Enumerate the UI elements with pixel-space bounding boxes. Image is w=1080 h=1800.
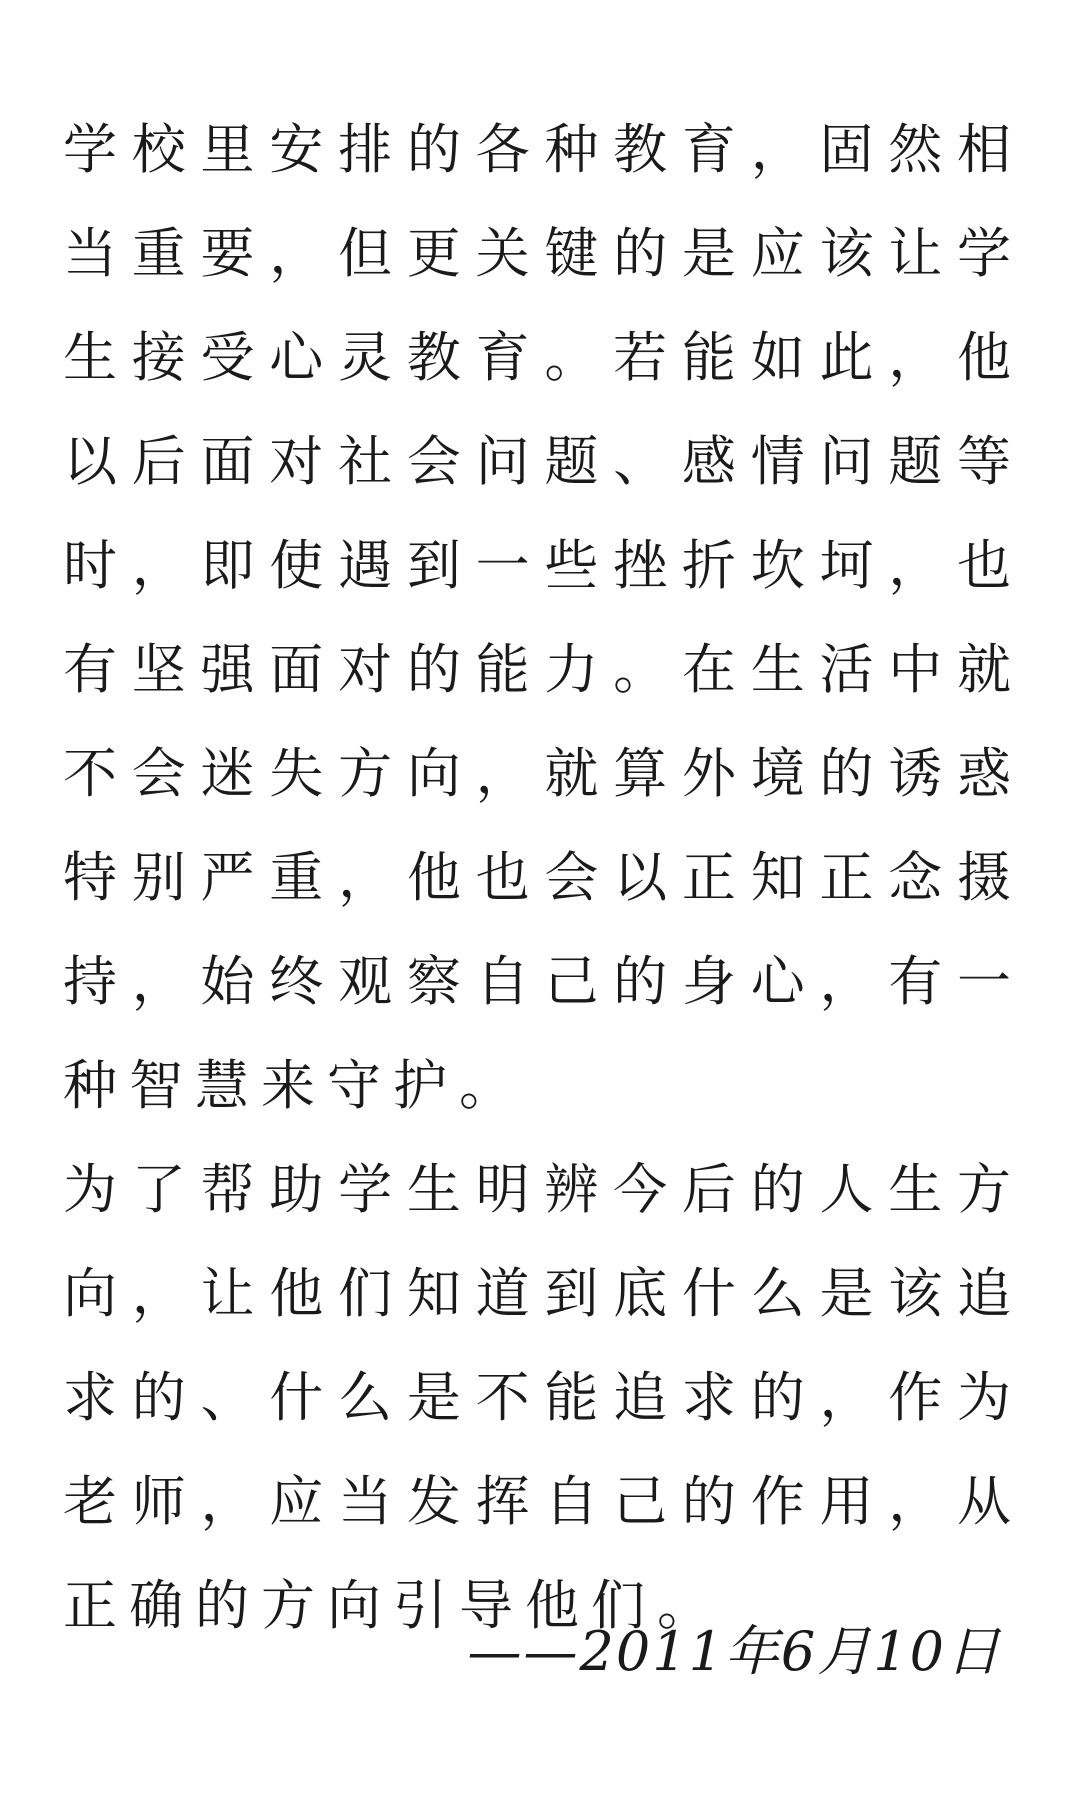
document-body <box>63 98 1023 1658</box>
paragraph-1: 学校里安排的各种教育，固然相当重要，但更关键的是应该让学生接受心灵教育。若能如此，他以后面对社会问题、感情问题等时，即使遇到一些挫折坎坷，也有坚强面对的能力。在生活中就不会迷失方向，就算外境的诱惑特别严重，他也会以正知正念摄持，始终观察自己的身心，有一种智慧来守护。 <box>63 118 1023 1117</box>
paragraph-2: 为了帮助学生明辨今后的人生方向，让他们知道到底什么是该追求的、什么是不能追求的，作为老师，应当发挥自己的作用，从正确的方向引导他们。 <box>63 1158 1023 1637</box>
date-signature: ——2011年6月10日 <box>467 1620 1002 1683</box>
